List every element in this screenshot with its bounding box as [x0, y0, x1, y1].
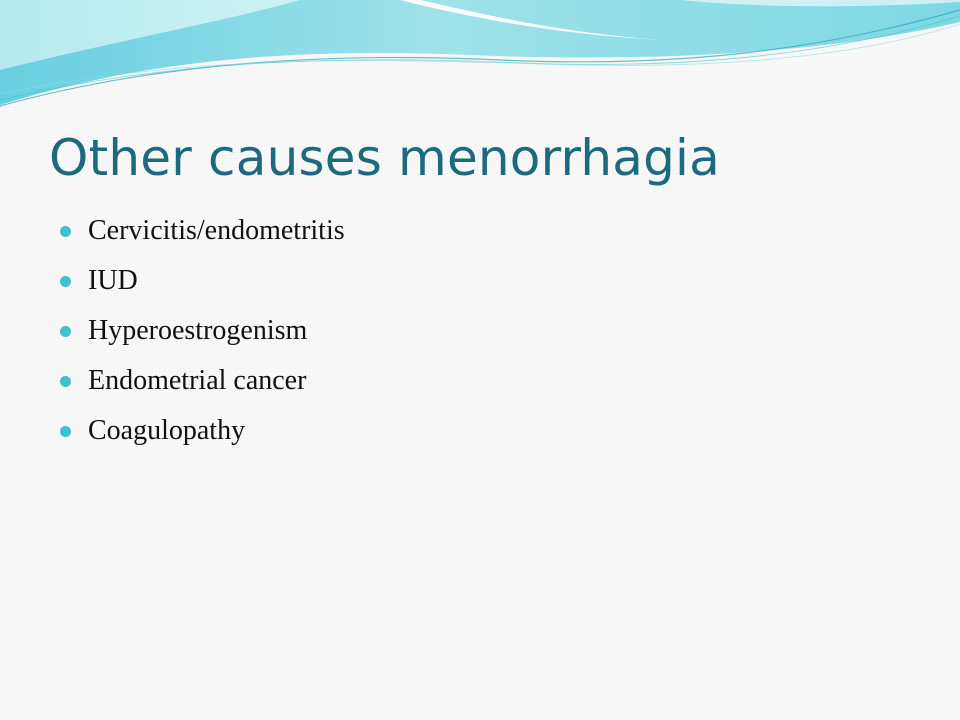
- bullet-item: [60, 306, 345, 356]
- bullet-dot-icon: [60, 226, 71, 237]
- header-wave-decoration: [0, 0, 960, 120]
- bullet-text: Coagulopathy: [88, 415, 246, 446]
- bullet-item: [60, 256, 345, 306]
- bullet-dot-icon: [60, 376, 71, 387]
- bullet-dot-icon: [60, 276, 71, 287]
- bullet-text: Hyperoestrogenism: [88, 315, 308, 346]
- bullet-text: IUD: [88, 265, 138, 296]
- slide-title: Other causes menorrhagia: [49, 129, 720, 187]
- bullet-text: Cervicitis/endometritis: [88, 215, 345, 246]
- bullet-item: [60, 206, 345, 256]
- bullet-dot-icon: [60, 326, 71, 337]
- bullet-dot-icon: [60, 426, 71, 437]
- bullet-item: [60, 356, 345, 406]
- bullet-text: Endometrial cancer: [88, 365, 307, 396]
- bullet-item: [60, 406, 345, 456]
- bullet-list: [60, 206, 345, 456]
